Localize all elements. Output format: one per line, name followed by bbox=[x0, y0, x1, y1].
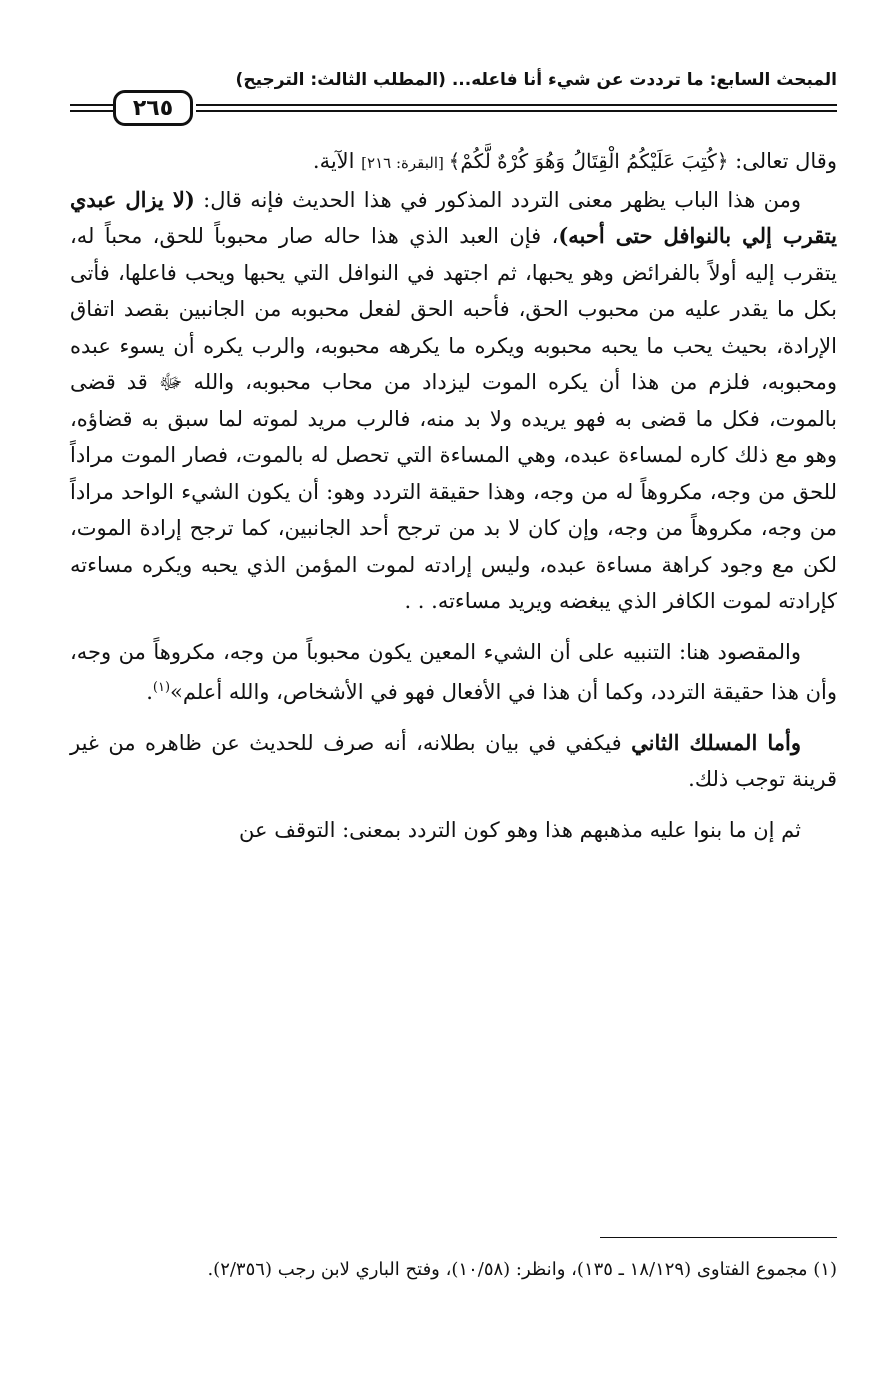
footnotes bbox=[70, 1250, 837, 1290]
hadith-quote: (لا يزال عبدي يتقرب إلي بالنوافل حتى أحبه) bbox=[70, 186, 837, 248]
paragraph-continuation bbox=[70, 812, 837, 849]
verse-tail: الآية. bbox=[312, 149, 362, 173]
header-rule-left bbox=[70, 104, 113, 112]
conclusion-text: والمقصود هنا: التنبيه على أن الشيء المعين يكون محبوباً من وجه، مكروهاً من وجه، وأن هذا حقيقة التردد، وكما أن هذا في الأفعال فهو في الأشخاص، والله أعلم» bbox=[70, 639, 837, 704]
page-number-badge bbox=[113, 90, 193, 126]
paragraph-hadith-explanation bbox=[70, 182, 837, 620]
paragraph-conclusion bbox=[70, 634, 837, 711]
quran-verse: ﴿كُتِبَ عَلَيْكُمُ الْقِتَالُ وَهُوَ كُرْهٌ لَّكُمْ﴾ bbox=[448, 149, 729, 173]
paragraph-verse bbox=[70, 143, 837, 182]
conclusion-end: . bbox=[146, 680, 153, 704]
footnote-separator bbox=[600, 1237, 837, 1238]
running-header-title: المبحث السابع: ما ترددت عن شيء أنا فاعله... (المطلب الثالث: الترجيح) bbox=[235, 70, 837, 90]
hadith-explanation: ، فإن العبد الذي هذا حاله صار محبوباً للحق، محباً له، يتقرب إليه أولاً بالفرائض وهو يحبها، ثم اجتهد في النوافل التي يحبها ويحب فاعلها، فأتى بكل ما يقدر عليه من محبوب الحق، فأحبه الحق لفعل محبوبه من الجانبين بقصد اتفاق الإرادة، بحيث يحب ما يحبه محبوبه ويكره ما يكرهه محبوبه، والرب يكره أن يسوء عبده ومحبوبه، فلزم من هذا أن يكره الموت ليزداد من محاب محبوبه، والله ﷻ قد قضى بالموت، فكل ما قضى به فهو يريده ولا بد منه، فالرب مريد لموته لما سبق به قضاؤه، وهو مع ذلك كاره لمساءة عبده، وهي المساءة التي تحصل له بالموت، فصار الموت مراداً للحق من وجه، مكروهاً له من وجه، وهذا حقيقة التردد وهو: أن يكون الشيء الواحد مراداً من وجه، مكروهاً من وجه، وإن كان لا بد من ترجح أحد الجانبين، كما ترجح إرادة الموت، لكن مع وجود كراهة مساءة عبده، وليس إرادته لموت المؤمن الذي يحبه ويكره مساءته كإرادته لموت الكافر الذي يبغضه ويريد مساءته. . . bbox=[70, 224, 837, 613]
paragraph-second-approach bbox=[70, 725, 837, 798]
second-approach-text: فيكفي في بيان بطلانه، أنه صرف للحديث عن ظاهره من غير قرينة توجب ذلك. bbox=[70, 730, 837, 791]
second-approach-heading: وأما المسلك الثاني bbox=[631, 729, 801, 755]
main-text bbox=[70, 143, 837, 848]
footnote-marker[interactable]: (١) bbox=[152, 680, 171, 695]
continuation-text: ثم إن ما بنوا عليه مذهبهم هذا وهو كون التردد بمعنى: التوقف عن bbox=[239, 817, 801, 842]
header-rule-right bbox=[196, 104, 837, 112]
verse-intro: وقال تعالى: bbox=[728, 149, 837, 173]
footnote-1: (١) مجموع الفتاوى (١٨/١٢٩ ـ ١٣٥)، وانظر: (١٠/٥٨)، وفتح الباري لابن رجب (٢/٣٥٦). bbox=[207, 1259, 837, 1280]
page-number: ٢٦٥ bbox=[132, 95, 174, 121]
verse-citation: [البقرة: ٢١٦] bbox=[361, 154, 449, 172]
hadith-intro: ومن هذا الباب يظهر معنى التردد المذكور في هذا الحديث فإنه قال: bbox=[194, 187, 801, 212]
